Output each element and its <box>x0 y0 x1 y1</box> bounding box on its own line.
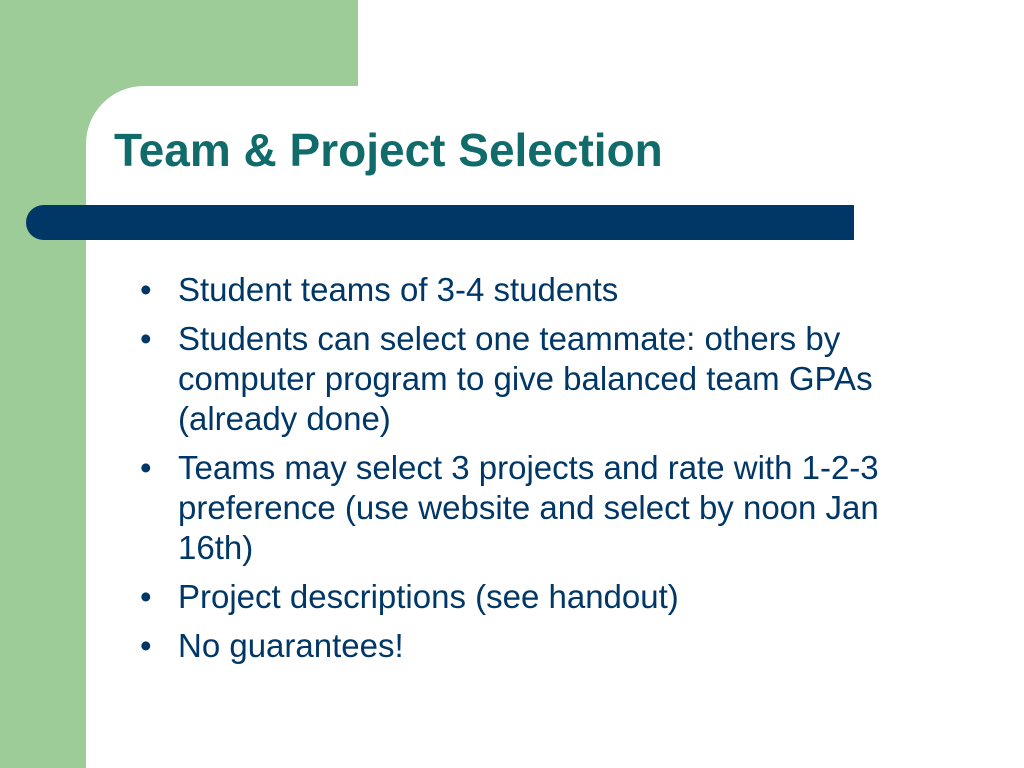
bullet-item <box>140 626 940 666</box>
slide-title: Team & Project Selection <box>114 124 663 176</box>
bullet-item <box>140 577 940 617</box>
bullet-icon: • <box>140 271 152 308</box>
bullet-item <box>140 448 940 568</box>
bullet-text: Students can select one teammate: others by computer program to give balanced team GPAs (already done) <box>178 320 873 437</box>
bullet-icon: • <box>140 578 152 615</box>
bullet-list <box>140 270 940 675</box>
bullet-icon: • <box>140 627 152 664</box>
title-underline-bar <box>26 205 854 240</box>
bullet-text: Teams may select 3 projects and rate with 1-2-3 preference (use website and select by noon Jan 16th) <box>178 449 879 566</box>
bullet-icon: • <box>140 449 152 486</box>
bullet-text: No guarantees! <box>178 627 404 664</box>
bullet-item <box>140 270 940 310</box>
bullet-icon: • <box>140 320 152 357</box>
bullet-text: Project descriptions (see handout) <box>178 578 679 615</box>
bullet-text: Student teams of 3-4 students <box>178 271 619 308</box>
bullet-item <box>140 319 940 439</box>
